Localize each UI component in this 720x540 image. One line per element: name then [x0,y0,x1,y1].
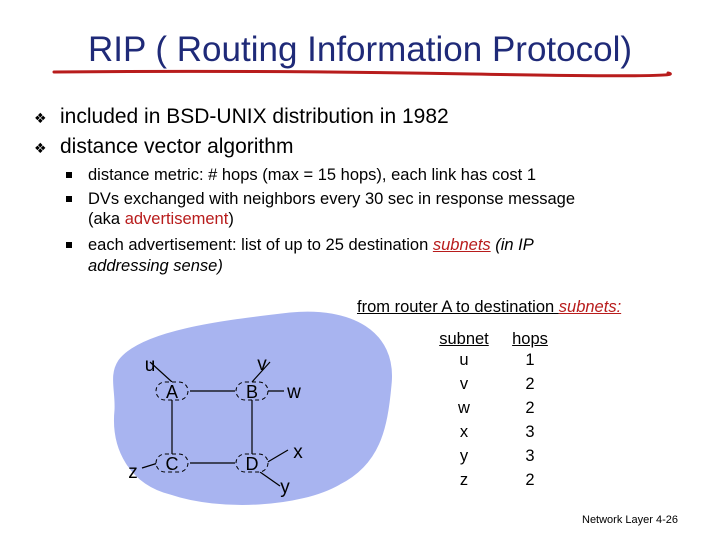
footer [582,514,678,526]
sub-bullet-dv-exchange-cont [88,209,234,229]
sub-bullet-square-icon [66,242,72,248]
page-number: 4-26 [655,514,679,526]
subnet-y-label: y [280,477,290,498]
bullet-diamond-icon: ❖ [34,140,47,156]
text-in-ip: (in IP [490,236,534,254]
table-cell-hops: 1 [525,351,535,369]
footer-label: Network Layer [582,514,653,526]
bullet-diamond-icon: ❖ [34,110,47,126]
table-cell-hops: 3 [525,447,535,465]
table-header-hops: hops [512,330,548,348]
table-header-subnet: subnet [439,330,489,348]
table-cell-subnet: v [459,375,469,393]
table-caption-subnets: subnets: [558,298,622,316]
table-caption-text: from router A to destination [357,298,559,316]
network-diagram [100,290,400,520]
table-cell-hops: 3 [525,423,535,441]
text-aka: (aka [88,210,125,228]
table-cell-subnet: y [459,447,469,465]
router-a-label: A [165,382,179,402]
term-subnets: subnets [432,236,491,254]
text-close-paren: ) [228,210,234,228]
subnet-x-label: x [293,442,303,463]
bullet-dv-algorithm: distance vector algorithm [60,135,294,158]
sub-bullet-metric: distance metric: # hops (max = 15 hops), each link has cost 1 [88,166,537,184]
router-c-label: C [165,454,179,474]
table-cell-subnet: u [459,351,469,369]
subnet-v-label: v [257,354,267,375]
bullet-bsd: included in BSD-UNIX distribution in 1982 [60,105,449,128]
table-cell-subnet: x [459,423,469,441]
table-cell-hops: 2 [525,399,535,417]
term-advertisement: advertisement [124,210,229,228]
sub-bullet-square-icon [66,196,72,202]
sub-bullet-dv-exchange: DVs exchanged with neighbors every 30 sec in response message [88,190,576,208]
router-b-label: B [245,382,259,402]
text-adv-list: each advertisement: list of up to 25 destination [88,236,433,254]
subnet-w-label: w [287,382,301,403]
sub-bullet-advertisement [88,235,534,255]
table-cell-subnet: z [459,471,469,489]
slide-title: RIP ( Routing Information Protocol) [87,30,633,69]
sub-bullet-square-icon [66,172,72,178]
title-underline [52,66,672,80]
subnet-u-label: u [144,355,156,376]
table-caption [357,298,621,317]
table-cell-hops: 2 [525,471,535,489]
table-cell-hops: 2 [525,375,535,393]
subnet-z-label: z [128,462,138,483]
sub-bullet-advertisement-cont: addressing sense) [88,257,223,275]
table-cell-subnet: w [458,399,470,417]
router-d-label: D [245,454,259,474]
